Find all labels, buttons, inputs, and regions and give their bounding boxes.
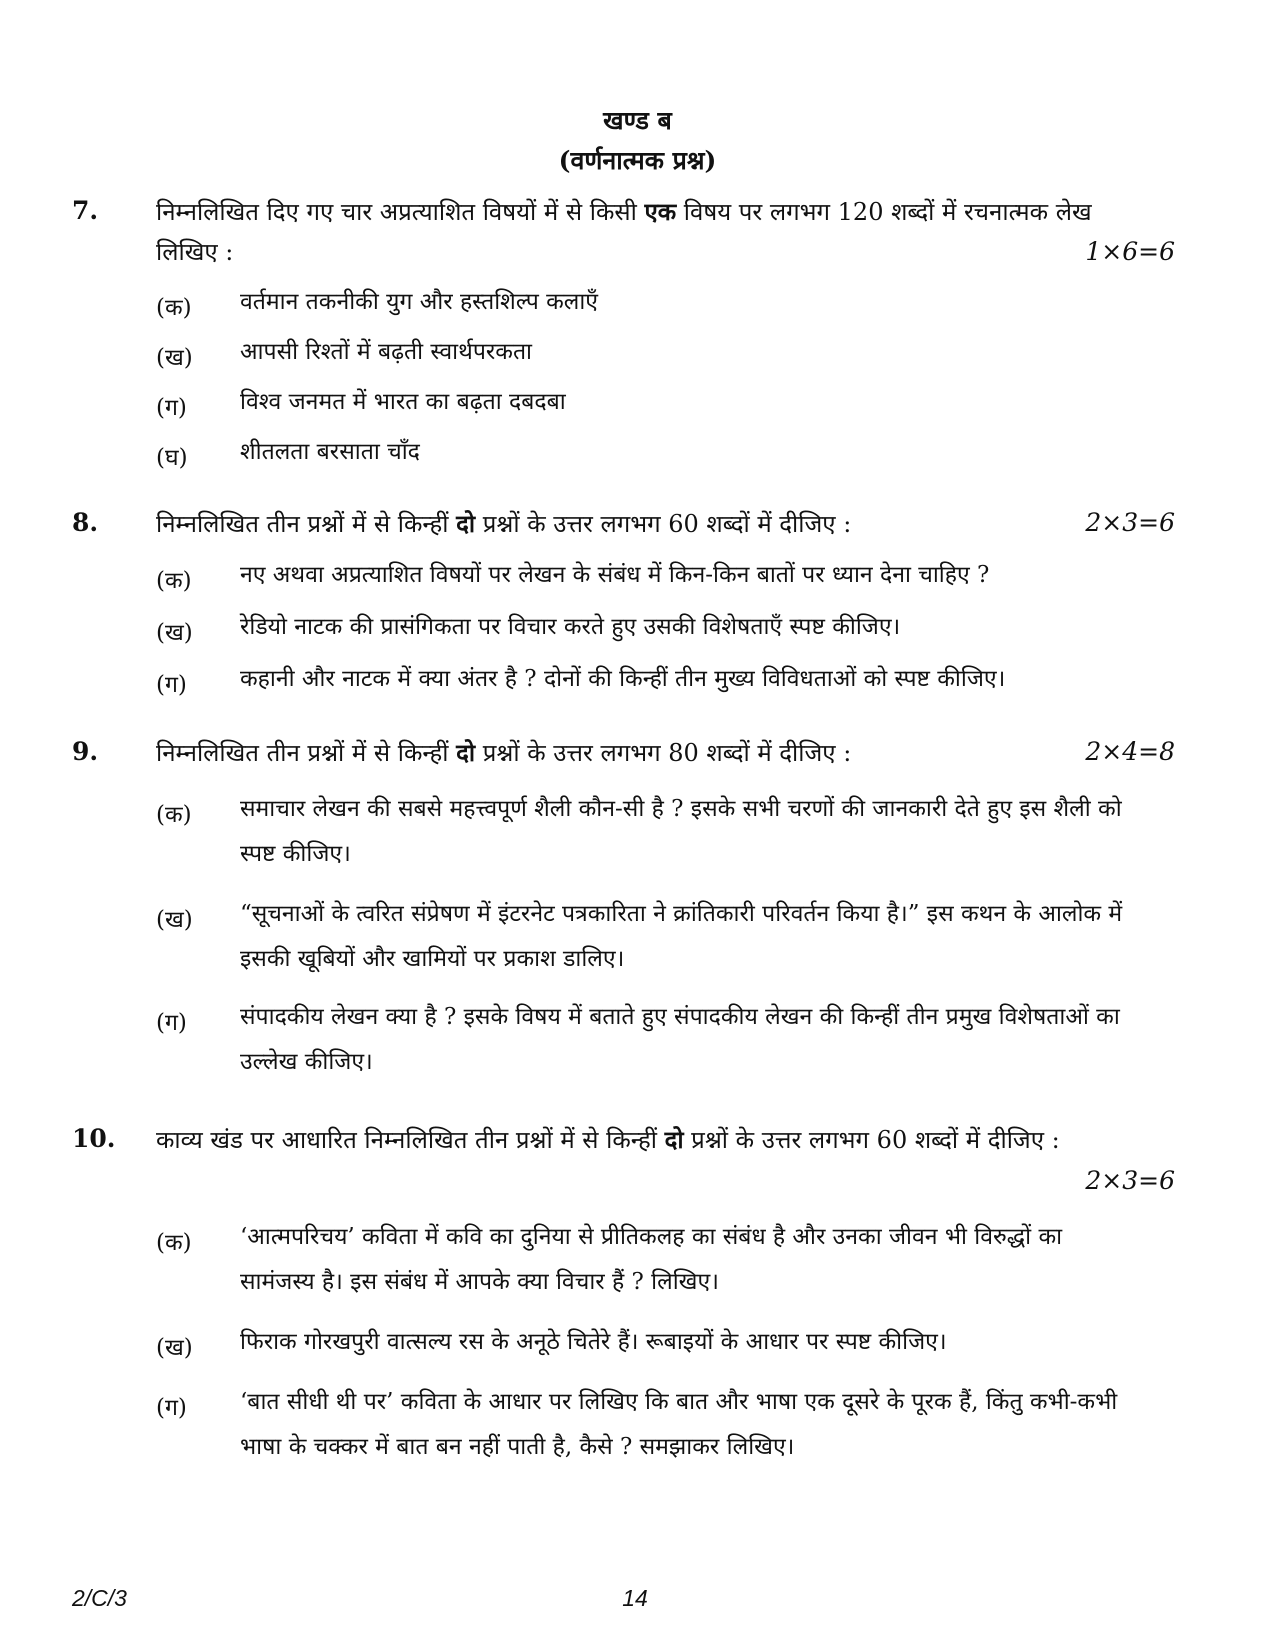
option-text: कहानी और नाटक में क्या अंतर है ? दोनों की किन्हीं तीन मुख्य विविधताओं को स्पष्ट कीजिए। bbox=[240, 666, 1006, 692]
option-text: शीतलता बरसाता चाँद bbox=[240, 439, 420, 465]
option-label: (ख) bbox=[156, 1335, 193, 1361]
question-number: 8. bbox=[72, 508, 99, 537]
option-text: नए अथवा अप्रत्याशित विषयों पर लेखन के संबंध में किन-किन बातों पर ध्यान देना चाहिए ? bbox=[240, 562, 990, 588]
option-label: (ख) bbox=[156, 907, 193, 933]
question-text: निम्नलिखित तीन प्रश्नों में से किन्हीं दो प्रश्नों के उत्तर लगभग 60 शब्दों में दीजिए : bbox=[156, 509, 852, 538]
page-number: 14 bbox=[622, 1585, 648, 1611]
question-number: 10. bbox=[72, 1124, 116, 1153]
question-number: 9. bbox=[72, 737, 99, 766]
option-label: (ग) bbox=[156, 672, 187, 698]
option-text: “सूचनाओं के त्वरित संप्रेषण में इंटरनेट पत्रकारिता ने क्रांतिकारी परिवर्तन किया है।” इस कथन के आलोक में इसकी खूबियों और खामियों पर प्रकाश डालिए। bbox=[240, 901, 1123, 972]
option-label: (क) bbox=[156, 1230, 192, 1256]
option-label: (ग) bbox=[156, 395, 187, 421]
option-label: (क) bbox=[156, 295, 192, 321]
option-label: (ख) bbox=[156, 345, 193, 371]
option-label: (ख) bbox=[156, 620, 193, 646]
option-text: आपसी रिश्तों में बढ़ती स्वार्थपरकता bbox=[240, 339, 533, 365]
emphasis-word: दो bbox=[456, 509, 476, 538]
option-text: संपादकीय लेखन क्या है ? इसके विषय में बताते हुए संपादकीय लेखन की किन्हीं तीन प्रमुख विशेषताओं का उल्लेख कीजिए। bbox=[240, 1004, 1120, 1075]
option-text: रेडियो नाटक की प्रासंगिकता पर विचार करते हुए उसकी विशेषताएँ स्पष्ट कीजिए। bbox=[240, 614, 901, 640]
paper-code: 2/C/3 bbox=[72, 1585, 127, 1611]
emphasis-word: दो bbox=[456, 738, 476, 767]
question-number: 7. bbox=[72, 196, 99, 225]
marks: 2×3=6 bbox=[1085, 1166, 1175, 1195]
option-label: (ग) bbox=[156, 1395, 187, 1421]
option-text: विश्व जनमत में भारत का बढ़ता दबदबा bbox=[240, 389, 566, 415]
option-label: (क) bbox=[156, 802, 192, 828]
option-label: (घ) bbox=[156, 445, 188, 471]
question-text: काव्य खंड पर आधारित निम्नलिखित तीन प्रश्नों में से किन्हीं दो प्रश्नों के उत्तर लगभग 60 शब्दों में दीजिए : bbox=[156, 1125, 1060, 1154]
option-text: ‘बात सीधी थी पर’ कविता के आधार पर लिखिए कि बात और भाषा एक दूसरे के पूरक हैं, किंतु कभी-कभी भाषा के चक्कर में बात बन नहीं पाती है, कैसे ? समझाकर लिखिए। bbox=[240, 1389, 1118, 1460]
question-text: निम्नलिखित तीन प्रश्नों में से किन्हीं दो प्रश्नों के उत्तर लगभग 80 शब्दों में दीजिए : bbox=[156, 738, 852, 767]
section-subtitle: (वर्णनात्मक प्रश्न) bbox=[558, 146, 717, 175]
option-label: (क) bbox=[156, 568, 192, 594]
marks: 1×6=6 bbox=[1085, 237, 1175, 266]
emphasis-word: एक bbox=[644, 197, 677, 226]
marks: 2×3=6 bbox=[1085, 508, 1175, 537]
section-title: खण्ड ब bbox=[603, 106, 672, 135]
marks: 2×4=8 bbox=[1085, 737, 1175, 766]
option-text: ‘आत्मपरिचय’ कविता में कवि का दुनिया से प्रीतिकलह का संबंध है और उनका जीवन भी विरुद्धों का सामंजस्य है। इस संबंध में आपके क्या विचार हैं ? लिखिए। bbox=[240, 1224, 1063, 1295]
option-text: वर्तमान तकनीकी युग और हस्तशिल्प कलाएँ bbox=[240, 289, 599, 315]
option-label: (ग) bbox=[156, 1010, 187, 1036]
option-text: समाचार लेखन की सबसे महत्त्वपूर्ण शैली कौन-सी है ? इसके सभी चरणों की जानकारी देते हुए इस शैली को स्पष्ट कीजिए। bbox=[240, 796, 1122, 867]
emphasis-word: दो bbox=[664, 1125, 684, 1154]
option-text: फिराक गोरखपुरी वात्सल्य रस के अनूठे चितेरे हैं। रूबाइयों के आधार पर स्पष्ट कीजिए। bbox=[240, 1329, 947, 1355]
question-text: निम्नलिखित दिए गए चार अप्रत्याशित विषयों में से किसी एक विषय पर लगभग 120 शब्दों में रचनात्मक लेख लिखिए : bbox=[156, 197, 1092, 266]
